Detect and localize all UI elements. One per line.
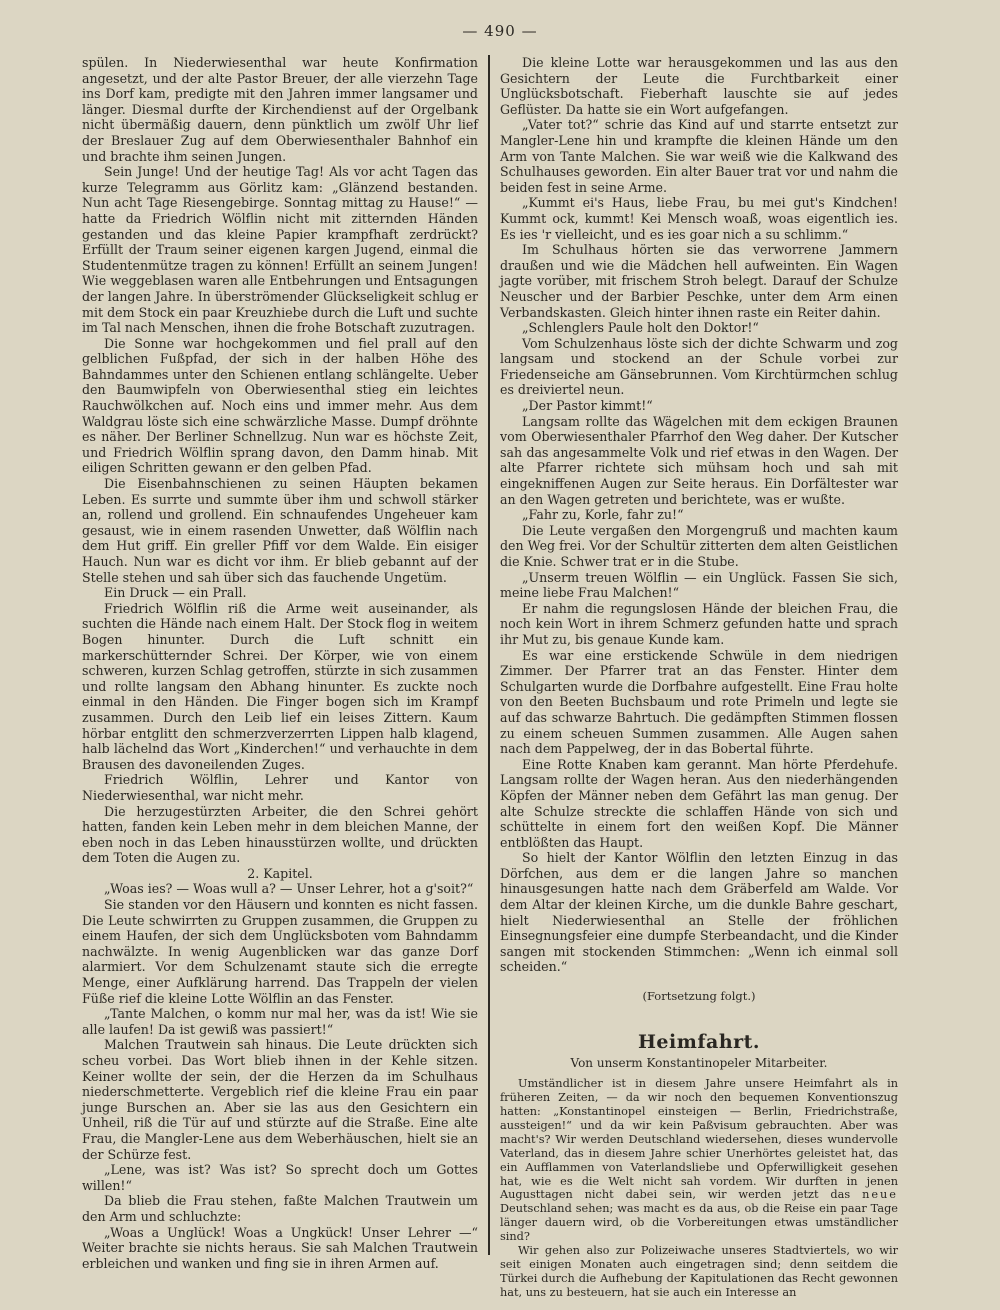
paragraph: Sie standen vor den Häusern und konnten es nicht fassen. Die Leute schwirrten zu Gruppen zusammen, die Gruppen zu einem Haufen, der sich dem Unglücksboten vom Bahndamm nachwälzte. In wenig Augenblicken war das ganze Dorf alarmiert. Vor dem Schulzenamt staute sich die erregte Menge, einer Aufklärung harrend. Das Trappeln der vielen Füße rief die kleine Lotte Wölflin an das Fenster.: [82, 897, 478, 1006]
article-byline: Von unserm Konstantinopeler Mitarbeiter.: [570, 1055, 828, 1070]
emphasis: neue: [862, 1188, 898, 1202]
paragraph: Wir gehen also zur Polizeiwache unseres Stadtviertels, wo wir seit einigen Monaten auch eingetragen sind; denn seitdem die Türkei durch die Aufhebung der Kapitulationen das Recht gewonnen hat, uns zu besteuern, hat sie auch ein Interesse an: [500, 1244, 898, 1299]
page-number: — 490 —: [462, 22, 538, 40]
paragraph-text: Deutschland sehen; was macht es da aus, ob die Reise ein paar Tage länger dauern wird, ob die Vorbereitungen etwas umständlicher sind?: [500, 1202, 898, 1244]
paragraph: Die kleine Lotte war herausgekommen und las aus den Gesichtern der Leute die Furchtbarkeit einer Unglücksbotschaft. Fieberhaft lauschte sie auf jedes Geflüster. Da hatte sie ein Wort aufgefangen.: [500, 55, 898, 117]
paragraph: „Kummt ei's Haus, liebe Frau, bu mei gut's Kindchen! Kummt ock, kummt! Kei Mensch woaß, woas eigentlich ies. Es ies 'r vielleicht, und es ies goar nich a su schlimm.“: [500, 195, 898, 242]
paragraph: Ein Druck — ein Prall.: [104, 585, 247, 601]
paragraph: Eine Rotte Knaben kam gerannt. Man hörte Pferdehufe. Langsam rollte der Wagen heran. Aus den niederhängenden Köpfen der Männer neben dem Gefährt las man genug. Der alte Schulze streckte die schlaffen Hände von sich und schüttelte in einem fort den weißen Kopf. Die Männer entblößten das Haupt.: [500, 756, 898, 850]
paragraph: Friedrich Wölflin, Lehrer und Kantor von Niederwiesenthal, war nicht mehr.: [82, 772, 478, 803]
paragraph: Malchen Trautwein sah hinaus. Die Leute drückten sich scheu vorbei. Das Wort blieb ihnen in der Kehle sitzen. Keiner wollte der sein, der die Herzen da im Schulhaus niederschmetterte. Vergeblich rief die kleine Frau ein paar junge Burschen an. Aber sie las aus den Gesichtern ein Unheil, riß die Tür auf und stürzte auf die Straße. Eine alte Frau, die Mangler-Lene aus dem Weberhäuschen, hielt sie an der Schürze fest.: [82, 1037, 478, 1162]
paragraph: Es war eine erstickende Schwüle in dem niedrigen Zimmer. Der Pfarrer trat an das Fenster. Hinter dem Schulgarten wurde die Dorfbahre aufgestellt. Eine Frau holte von den Beeten Buchsbaum und rote Primeln und legte sie auf das schwarze Bahrtuch. Die gedämpften Stimmen flossen zu einem scheuen Summen zusammen. Alle Augen sahen nach dem Pappelweg, der in das Bobertal führte.: [500, 647, 898, 757]
article-title: Heimfahrt.: [637, 1030, 761, 1053]
chapter-heading: 2. Kapitel.: [247, 865, 313, 881]
paragraph: „Tante Malchen, o komm nur mal her, was da ist! Wie sie alle laufen! Da ist gewiß was passiert!“: [82, 1006, 478, 1037]
paragraph: „Lene, was ist? Was ist? So sprecht doch um Gottes willen!“: [82, 1162, 478, 1193]
right-column: [500, 55, 898, 1300]
paragraph: Er nahm die regungslosen Hände der bleichen Frau, die noch kein Wort in ihrem Schmerz gefunden hatte und sprach ihr Mut zu, bis genaue Kunde kam.: [500, 600, 898, 647]
paragraph: „Der Pastor kimmt!“: [522, 398, 653, 414]
paragraph: spülen. In Niederwiesenthal war heute Konfirmation angesetzt, und der alte Pastor Breuer, der alle vierzehn Tage ins Dorf kam, predigte mit den Jahren immer langsamer und länger. Diesmal durfte der Kirchendienst auf der Orgelbank nicht übermäßig dauern, denn pünktlich um zwölf Uhr lief der Breslauer Zug auf dem Oberwiesenthaler Bahnhof ein und brachte ihm seinen Jungen.: [82, 55, 478, 164]
paragraph: „Unserm treuen Wölflin — ein Unglück. Fassen Sie sich, meine liebe Frau Malchen!“: [500, 569, 898, 601]
paragraph-text: Umständlicher ist in diesem Jahre unsere Heimfahrt als in früheren Zeiten, — da wir noch den bequemen Konventionszug hatten: „Konstantinopel einsteigen — Berlin, Friedrichstraße, aussteigen!“ und da wir kein Paßvisum gebrauchten. Aber was macht's? Wir werden Deutschland wiedersehen, dieses wundervolle Vaterland, das in diesem Jahre schier Unerhörtes geleistet hat, das ein Aufflammen von Vaterlandsliebe und Opferwilligkeit gesehen hat, wie es die Welt nicht sah vordem. Wir durften in jenen Augusttagen nicht dabei sein, wir werden jetzt das: [500, 1077, 898, 1202]
paragraph: „Woas ies? — Woas wull a? — Unser Lehrer, hot a g'soit?“: [104, 881, 474, 897]
paragraph: Da blieb die Frau stehen, faßte Malchen Trautwein um den Arm und schluchzte:: [82, 1193, 478, 1224]
article-body: [500, 1077, 898, 1300]
paragraph: „Vater tot?“ schrie das Kind auf und starrte entsetzt zur Mangler-Lene hin und krampfte die kleinen Hände um den Arm von Tante Malchen. Sie war weiß wie die Kalkwand des Schulhauses geworden. Ein alter Bauer trat vor und nahm die beiden fest in seine Arme.: [500, 117, 898, 195]
paragraph: So hielt der Kantor Wölflin den letzten Einzug in das Dörfchen, aus dem er die langen Jahre so manchen hinausgesungen hatte nach dem Gräberfeld am Walde. Vor dem Altar der kleinen Kirche, um die dunkle Bahre geschart, hielt Niederwiesenthal an Stelle der fröhlichen Einsegnungsfeier eine dumpfe Sterbeandacht, und die Kinder sangen mit stockenden Stimmchen: „Wenn ich einmal soll scheiden.“: [500, 850, 898, 975]
paragraph: Langsam rollte das Wägelchen mit dem eckigen Braunen vom Oberwiesenthaler Pfarrhof den Weg daher. Der Kutscher sah das angesammelte Volk und rief etwas in den Wagen. Der alte Pfarrer richtete sich mühsam hoch und sah mit eingekniffenen Augen zur Seite heraus. Ein Dorfältester war an den Wagen getreten und berichtete, was er wußte.: [500, 413, 898, 507]
paragraph: Vom Schulzenhaus löste sich der dichte Schwarm und zog langsam und stockend an der Schule vorbei zur Friedenseiche am Gänsebrunnen. Vom Kirchtürmchen schlug es dreiviertel neun.: [500, 335, 898, 398]
paragraph: Die Sonne war hochgekommen und fiel prall auf den gelblichen Fußpfad, der sich in der halben Höhe des Bahndammes unter den Schienen entlang schlängelte. Ueber den Baumwipfeln von Oberwiesenthal stieg ein leichtes Rauchwölkchen auf. Noch eins und immer mehr. Aus dem Waldgrau löste sich eine schwärzliche Masse. Dumpf dröhnte es näher. Der Berliner Schnellzug. Nun war es höchste Zeit, und Friedrich Wölflin sprang davon, den Damm hinab. Mit eiligen Schritten gewann er den gelben Pfad.: [82, 335, 478, 476]
paragraph: „Schlenglers Paule holt den Doktor!“: [522, 320, 759, 336]
paragraph: Die Leute vergaßen den Morgengruß und machten kaum den Weg frei. Vor der Schultür zitterten dem alten Geistlichen die Knie. Schwer trat er in die Stube.: [500, 522, 898, 569]
column-divider: [488, 55, 490, 1255]
paragraph: Friedrich Wölflin riß die Arme weit auseinander, als suchten die Hände nach einem Halt. Der Stock flog in weitem Bogen hinunter. Durch die Luft schnitt ein markerschütternder Schrei. Der Körper, wie von einem schweren, kurzen Schlag getroffen, stürzte in sich zusammen und rollte langsam den Abhang hinunter. Es zuckte noch einmal in den Händen. Die Finger bogen sich im Krampf zusammen. Durch den Leib lief ein leises Zittern. Kaum hörbar entglitt den schmerzverzerrten Lippen halb klagend, halb lächelnd das Wort „Kinderchen!“ und verhauchte in dem Brausen des davoneilenden Zuges.: [82, 600, 478, 772]
paragraph: Sein Junge! Und der heutige Tag! Als vor acht Tagen das kurze Telegramm aus Görlitz kam: „Glänzend bestanden. Nun acht Tage Riesengebirge. Sonntag mittag zu Hause!“ — hatte da Friedrich Wölflin nicht mit zitternden Händen gestanden und das kleine Papier krampfhaft zerdrückt? Erfüllt der Traum seiner eigenen kargen Jugend, einmal die Studentenmütze tragen zu können! Erfüllt an seinem Jungen! Wie weggeblasen waren alle Entbehrungen und Entsagungen der langen Jahre. In überströmender Glückseligkeit schlug er mit dem Stock ein paar Kreuzhiebe durch die Luft und suchte im Tal nach Menschen, ihnen die frohe Botschaft zuzutragen.: [82, 164, 478, 336]
paragraph: „Fahr zu, Korle, fahr zu!“: [522, 507, 684, 523]
paragraph: Die herzugestürzten Arbeiter, die den Schrei gehört hatten, fanden kein Leben mehr in dem bleichen Manne, der eben noch in das Leben hinausstürzen wollte, und drückten dem Toten die Augen zu.: [82, 803, 478, 866]
paragraph: „Woas a Unglück! Woas a Ungkück! Unser Lehrer —“ Weiter brachte sie nichts heraus. Sie sah Malchen Trautwein erbleichen und wanken und fing sie in ihren Armen auf.: [82, 1224, 478, 1271]
paragraph: [500, 1077, 898, 1244]
continuation-note: (Fortsetzung folgt.): [642, 989, 756, 1004]
left-column: [82, 55, 478, 1271]
paragraph: Die Eisenbahnschienen zu seinen Häupten bekamen Leben. Es surrte und summte über ihm und schwoll stärker an, rollend und grollend. Ein schnaufendes Ungeheuer kam gesaust, wie in einem rasenden Unwetter, daß Wölflin nach dem Hut griff. Ein greller Pfiff vor dem Walde. Ein eisiger Hauch. Nun war es dicht vor ihm. Er blieb gebannt auf der Stelle stehen und sah über sich das fauchende Ungetüm.: [82, 476, 478, 585]
paragraph: Im Schulhaus hörten sie das verworrene Jammern draußen und wie die Mädchen hell aufweinten. Ein Wagen jagte vorüber, mit frischem Stroh belegt. Darauf der Schulze Neuscher und der Barbier Peschke, unter dem Arm einen Verbandskasten. Gleich hinter ihnen raste ein Reiter dahin.: [500, 242, 898, 320]
